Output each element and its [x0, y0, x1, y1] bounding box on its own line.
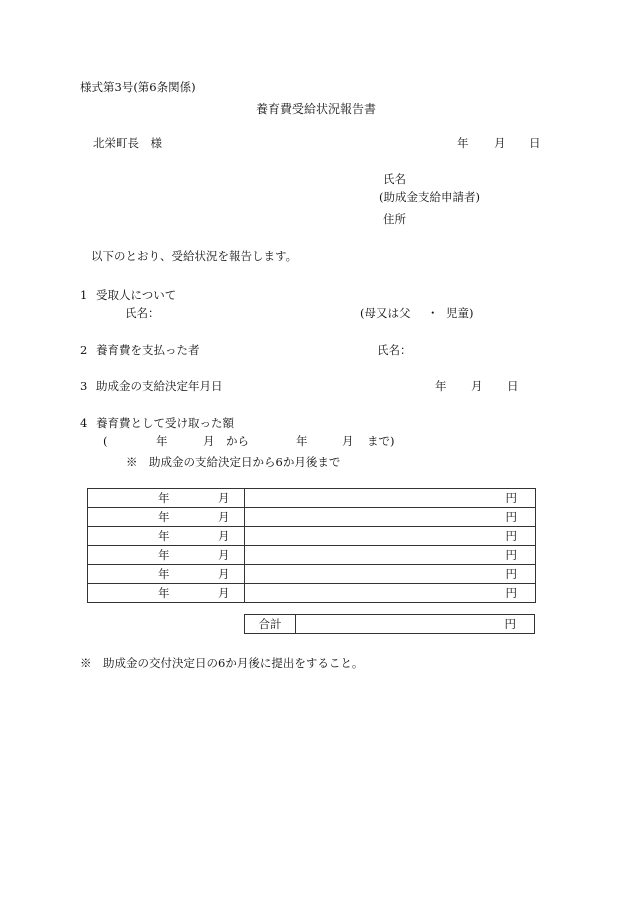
section-4-number: 4	[80, 416, 88, 430]
footer-note: ※ 助成金の交付決定日の6か月後に提出をすること。	[80, 656, 364, 670]
year-unit: 年	[158, 491, 170, 505]
section-1-relation-close: 児童)	[446, 306, 474, 320]
section-1-number: 1	[80, 288, 88, 302]
amount-cell[interactable]	[245, 527, 536, 546]
applicant-name-label: 氏名	[383, 172, 406, 186]
section-1-relation-open: (母又は父	[360, 306, 411, 320]
yen-unit: 円	[505, 491, 517, 505]
amount-cell[interactable]	[245, 508, 536, 527]
yen-unit: 円	[505, 567, 517, 581]
month-unit: 月	[218, 567, 230, 581]
year-unit: 年	[158, 548, 170, 562]
month-cell[interactable]	[88, 489, 245, 508]
document-title: 養育費受給状況報告書	[256, 102, 377, 116]
period-open: (	[103, 434, 108, 448]
section-1-relation-separator: ・	[427, 306, 439, 320]
intro-text: 以下のとおり、受給状況を報告します。	[91, 249, 298, 263]
section-3-number: 3	[80, 379, 88, 393]
period-from-year-unit: 年	[156, 434, 168, 448]
table-row	[88, 527, 536, 546]
amount-cell[interactable]	[245, 584, 536, 603]
amount-cell[interactable]	[245, 565, 536, 584]
form-number: 様式第3号(第6条関係)	[80, 80, 196, 94]
table-row	[88, 508, 536, 527]
month-cell[interactable]	[88, 546, 245, 565]
month-cell[interactable]	[88, 584, 245, 603]
section-1-name-label: 氏名：	[125, 306, 160, 320]
total-table	[244, 614, 535, 634]
month-cell[interactable]	[88, 527, 245, 546]
year-unit: 年	[158, 567, 170, 581]
section-3-day-unit: 日	[507, 379, 519, 393]
month-unit: 月	[218, 586, 230, 600]
month-unit: 月	[218, 510, 230, 524]
section-4-heading: 養育費として受け取った額	[96, 416, 234, 430]
table-row	[88, 489, 536, 508]
total-amount-cell[interactable]	[296, 615, 535, 634]
section-2-number: 2	[80, 343, 88, 357]
year-unit: 年	[158, 586, 170, 600]
yen-unit: 円	[505, 510, 517, 524]
period-to-word: まで)	[367, 434, 395, 448]
month-cell[interactable]	[88, 565, 245, 584]
submission-year-unit: 年	[457, 136, 469, 150]
period-to-month-unit: 月	[342, 434, 354, 448]
section-2-name-label: 氏名：	[377, 343, 412, 357]
table-row	[88, 584, 536, 603]
section-3-month-unit: 月	[471, 379, 483, 393]
period-from-word: から	[226, 434, 249, 448]
total-yen-unit: 円	[504, 617, 516, 631]
period-to-year-unit: 年	[296, 434, 308, 448]
month-unit: 月	[218, 491, 230, 505]
table-row	[88, 546, 536, 565]
section-1-heading: 受取人について	[96, 288, 177, 302]
applicant-address-label: 住所	[383, 212, 406, 226]
section-3-year-unit: 年	[435, 379, 447, 393]
month-cell[interactable]	[88, 508, 245, 527]
yen-unit: 円	[505, 586, 517, 600]
section-2-heading: 養育費を支払った者	[96, 343, 200, 357]
month-unit: 月	[218, 548, 230, 562]
year-unit: 年	[158, 529, 170, 543]
amount-cell[interactable]	[245, 489, 536, 508]
section-3-heading: 助成金の支給決定年月日	[96, 379, 223, 393]
period-note: ※ 助成金の支給決定日から6か月後まで	[126, 455, 341, 469]
table-row	[88, 565, 536, 584]
year-unit: 年	[158, 510, 170, 524]
amount-cell[interactable]	[245, 546, 536, 565]
yen-unit: 円	[505, 529, 517, 543]
submission-month-unit: 月	[494, 136, 506, 150]
addressee: 北栄町長 様	[93, 136, 162, 150]
yen-unit: 円	[505, 548, 517, 562]
month-unit: 月	[218, 529, 230, 543]
applicant-role-label: (助成金支給申請者)	[379, 190, 480, 204]
period-from-month-unit: 月	[203, 434, 215, 448]
total-label: 合計	[245, 615, 296, 634]
total-row	[245, 615, 535, 634]
monthly-amount-table	[87, 488, 536, 603]
submission-day-unit: 日	[529, 136, 541, 150]
